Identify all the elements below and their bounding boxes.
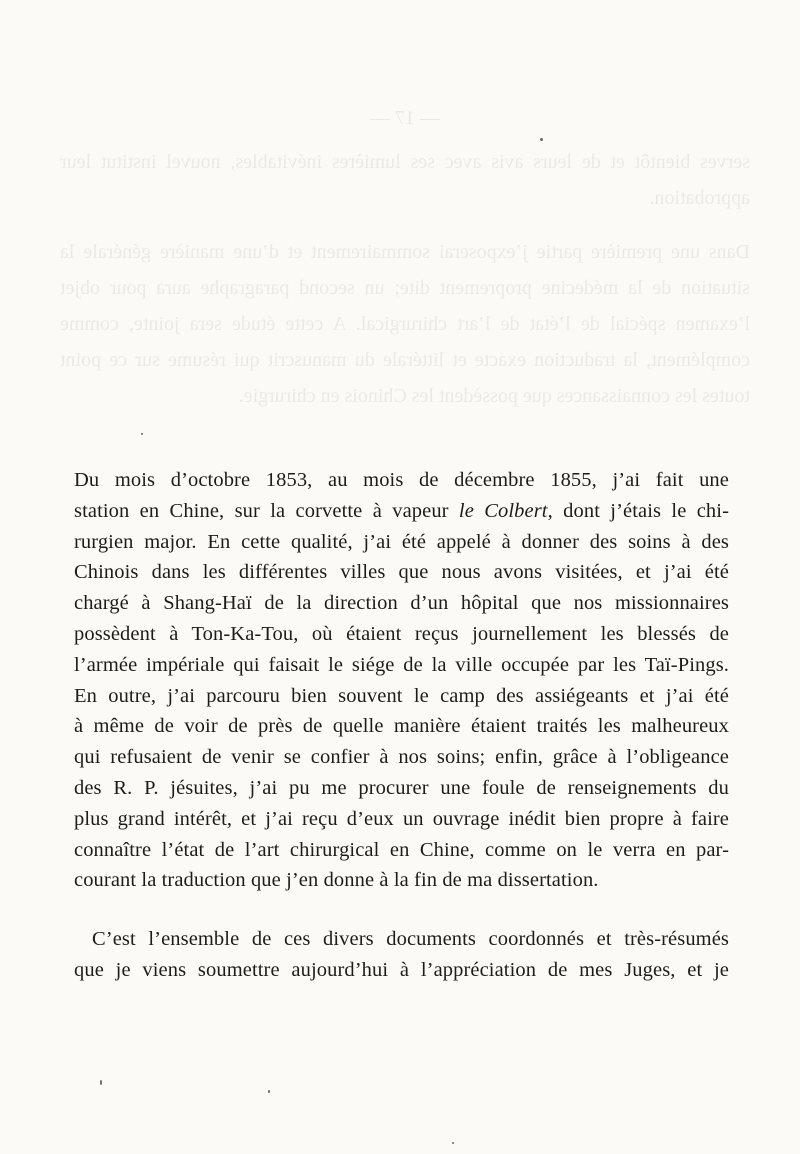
text-line: que je viens soumettre aujourd’hui à l’appréciation de mes Juges, et je xyxy=(74,958,729,981)
scan-speck xyxy=(452,1142,454,1144)
scan-speck xyxy=(268,1090,270,1093)
text-line: possèdent à Ton-Ka-Tou, où étaient reçus journellement les blessés de xyxy=(74,622,729,645)
paragraph xyxy=(74,924,729,986)
show-through-texture: — 17 — serves bientôt et de leurs avis avec ses lumières inévitables, nouvel institut leur approbation. Dans une première partie j’exposerai sommairement et d’une manière générale la situation de la médecine proprement dite; un second paragraphe aura pour objet l’examen spécial de l’état de l’art chirurgical. A cette étude sera jointe, comme complément, la traduction exacte et littérale du manuscrit qui résume sur ce point toutes les connaissances que possèdent les Chinois en chirurgie. xyxy=(60,107,750,407)
text-line: C’est l’ensemble de ces divers documents coordonnés et très-résumés xyxy=(92,928,729,951)
text-line: En outre, j’ai parcouru bien souvent le camp des assiégeants et j’ai été xyxy=(74,684,729,707)
text-line: station en Chine, sur la corvette à vapeur le Colbert, dont j’étais le chi- xyxy=(74,499,730,522)
text-line: l’armée impériale qui faisait le siége de la ville occupée par les Taï-Pings. xyxy=(74,653,729,676)
text-line: à même de voir de près de quelle manière étaient traités les malheureux xyxy=(74,715,729,738)
body-text xyxy=(74,465,729,986)
text-line: Du mois d’octobre 1853, au mois de décembre 1855, j’ai fait une xyxy=(74,469,729,491)
ship-name: le Colbert xyxy=(458,499,548,522)
text-line: plus grand intérêt, et j’ai reçu d’eux un ouvrage inédit bien propre à faire xyxy=(74,807,729,830)
text-line: connaître l’état de l’art chirurgical en Chine, comme on le verra en par- xyxy=(74,838,729,861)
text-line: courant la traduction que j’en donne à la fin de ma dissertation. xyxy=(74,869,599,892)
text-line: rurgien major. En cette qualité, j’ai été appelé à donner des soins à des xyxy=(74,530,729,553)
text-line: des R. P. jésuites, j’ai pu me procurer une foule de renseignements du xyxy=(74,776,729,799)
text-line: chargé à Shang-Haï de la direction d’un hôpital que nos missionnaires xyxy=(74,592,729,615)
scan-speck xyxy=(540,138,543,141)
scan-speck xyxy=(141,433,143,435)
scan-speck xyxy=(100,1080,102,1085)
text-line: Chinois dans les différentes villes que nous avons visitées, et j’ai été xyxy=(74,561,729,584)
text-line: qui refusaient de venir se confier à nos soins; enfin, grâce à l’obligeance xyxy=(74,746,729,769)
paragraph xyxy=(74,465,729,896)
